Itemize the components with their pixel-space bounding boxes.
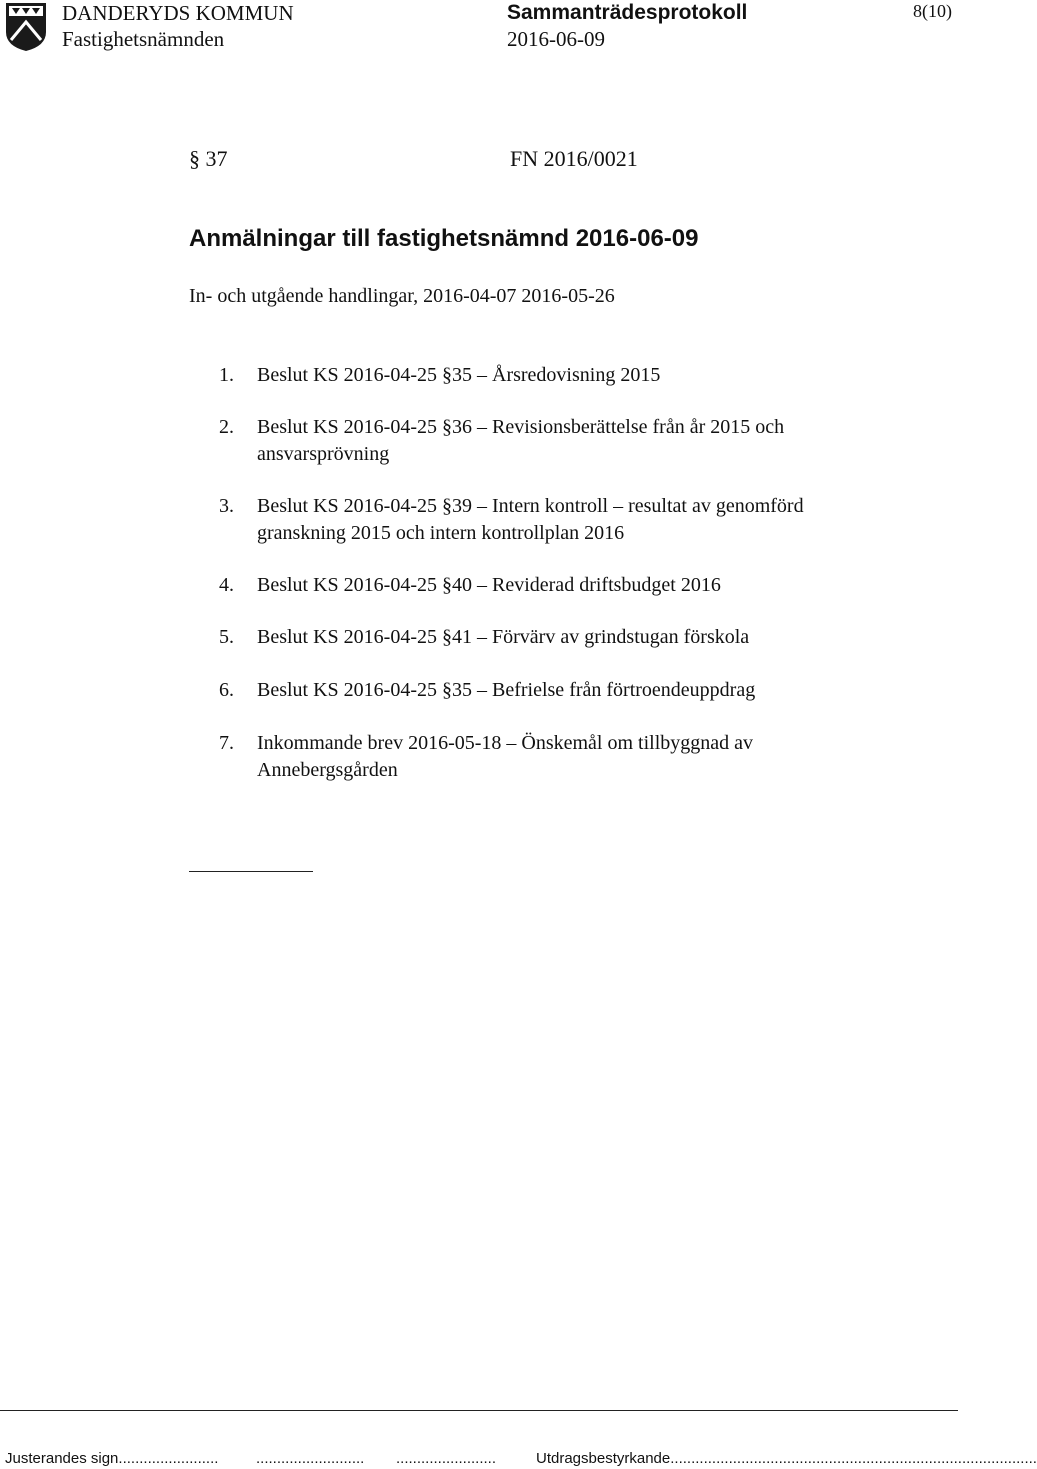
extract-certification-field: Utdragsbestyrkande........................................................................................ [536,1450,1037,1467]
item-number: 2. [219,416,234,438]
item-text: Beslut KS 2016-04-25 §35 – Befrielse från förtroendeuppdrag [257,679,756,701]
section-end-rule [189,871,313,872]
case-number: FN 2016/0021 [510,146,638,171]
signature-dots: .......................... [256,1450,365,1467]
subtitle: In- och utgående handlingar, 2016-04-07 2016-05-26 [189,285,615,307]
signature-dots: ........................ [396,1450,497,1467]
item-number: 3. [219,495,234,517]
footer-divider [0,1410,958,1411]
item-text: Inkommande brev 2016-05-18 – Önskemål om tillbyggnad av Annebergsgården [257,732,754,781]
department-name: Fastighetsnämnden [62,27,225,51]
item-text: Beslut KS 2016-04-25 §35 – Årsredovisning 2015 [257,364,661,386]
page-number: 8(10) [913,1,952,21]
paragraph-number: § 37 [189,146,228,171]
page-title: Anmälningar till fastighetsnämnd 2016-06-09 [189,225,699,252]
item-number: 4. [219,574,234,596]
organization-name: DANDERYDS KOMMUN [62,1,294,25]
document-type: Sammanträdesprotokoll [507,1,748,24]
item-number: 1. [219,364,234,386]
item-number: 6. [219,679,234,701]
document-date: 2016-06-09 [507,27,605,51]
item-text: Beslut KS 2016-04-25 §39 – Intern kontroll – resultat av genomförd granskning 2015 och intern kontrollplan 2016 [257,495,804,544]
item-text: Beslut KS 2016-04-25 §41 – Förvärv av grindstugan förskola [257,626,750,648]
item-number: 5. [219,626,234,648]
item-number: 7. [219,732,234,754]
signature-field: Justerandes sign........................ [5,1450,219,1467]
item-text: Beslut KS 2016-04-25 §40 – Reviderad driftsbudget 2016 [257,574,721,596]
item-text: Beslut KS 2016-04-25 §36 – Revisionsberättelse från år 2015 och ansvarsprövning [257,416,785,465]
